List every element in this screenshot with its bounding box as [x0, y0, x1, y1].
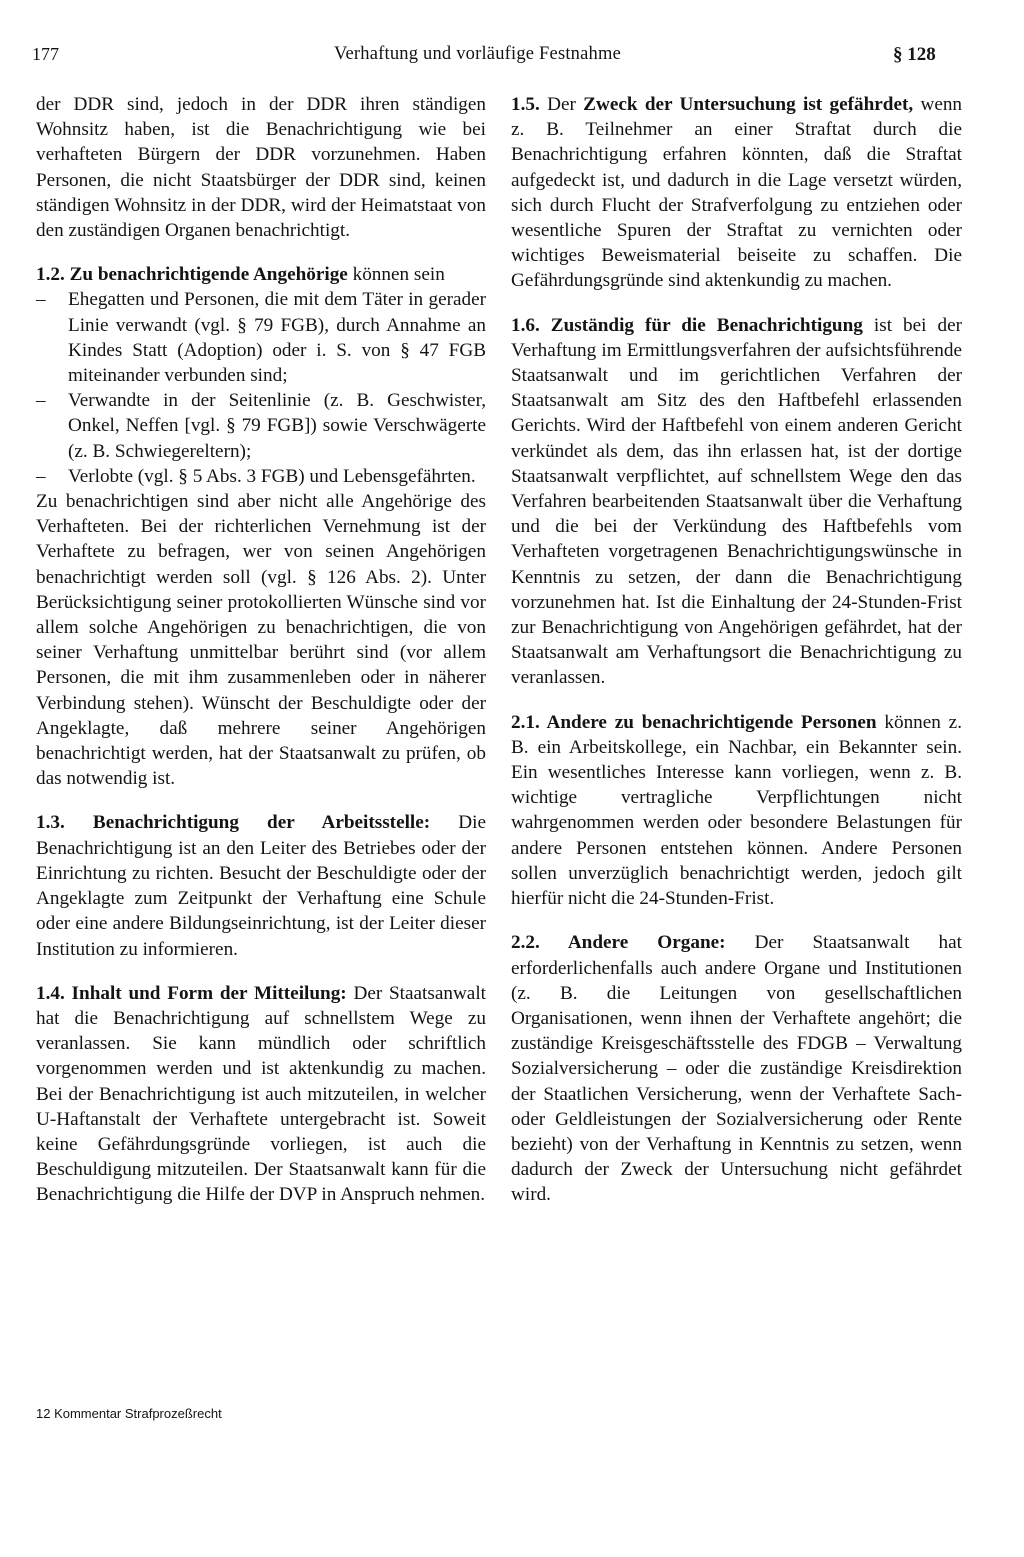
- section-2-2-text: Der Staatsanwalt hat erforderlichenfalls auch andere Organe und Institutionen (z. B. die Leitungen von gesellschaftlichen Organisationen, wenn ihnen der Verhaftete angehört; die zuständige Kreisgeschäftsstelle des FDGB – Verwaltung Sozialversicherung – oder die zuständige Kreisdirektion der Staatlichen Versicherung, wenn der Verhaftete Sach- oder Geldleistungen der Sozialversicherung oder Rente bezieht) von der Verhaftung in Kenntnis zu setzen, wenn dadurch der Zweck der Untersuchung nicht gefährdet wird.: [511, 932, 962, 1206]
- section-2-1-heading: 2.1. Andere zu benachrichtigende Personen: [511, 711, 877, 733]
- list-item: [36, 287, 486, 388]
- section-1-6: [511, 313, 962, 691]
- section-1-5-number: 1.5.: [511, 94, 540, 115]
- section-1-2-heading: Zu benachrichtigende Angehörige: [69, 264, 348, 286]
- dash-bullet: –: [36, 390, 46, 412]
- list-item: [36, 388, 486, 464]
- relatives-list: [36, 287, 486, 489]
- section-1-2: [36, 262, 486, 791]
- list-item-text: Verlobte (vgl. § 5 Abs. 3 FGB) und Lebensgefährten.: [68, 465, 476, 487]
- section-2-2-heading: 2.2. Andere Organe:: [511, 932, 726, 954]
- list-item: [36, 464, 486, 489]
- section-1-5-heading: Zweck der Untersuchung ist gefährdet,: [583, 94, 914, 115]
- section-1-3: [36, 810, 486, 961]
- section-1-3-text: Die Benachrichtigung ist an den Leiter des Betriebes oder der Einrichtung zu richten. Besucht der Beschuldigte oder der Angeklagte zum Zeitpunkt der Verhaftung eine Schule oder eine andere Bildungseinrichtung, ist der Leiter dieser Institution zu informieren.: [36, 812, 487, 960]
- section-1-5: [511, 92, 962, 294]
- paragraph-continuation: der DDR sind, jedoch in der DDR ihren ständigen Wohnsitz haben, ist die Benachrichtigung wie bei verhafteten Bürgern der DDR vorzunehmen. Haben Personen, die nicht Staatsbürger der DDR sind, keinen ständigen Wohnsitz in der DDR, wird der Heimatstaat von den zuständigen Organen benachrichtigt.: [36, 94, 486, 242]
- section-1-5-pre: Der: [547, 94, 576, 115]
- running-title: Verhaftung und vorläufige Festnahme: [334, 44, 621, 64]
- dash-bullet: –: [36, 465, 46, 487]
- list-item-text: Verwandte in der Seitenlinie (z. B. Geschwister, Onkel, Neffen [vgl. § 79 FGB]) sowie Verschwägerte (z. B. Schwiegereltern);: [68, 390, 486, 462]
- page-header: [0, 44, 1024, 74]
- section-1-3-heading: 1.3. Benachrichtigung der Arbeitsstelle:: [36, 812, 431, 834]
- section-1-6-heading: 1.6. Zuständig für die Benachrichtigung: [511, 314, 863, 336]
- section-2-1: [511, 710, 962, 912]
- section-1-4-text: Der Staatsanwalt hat die Benachrichtigung auf schnellstem Wege zu veranlassen. Sie kann mündlich oder schriftlich vorgenommen werden und ist aktenkundig zu machen. Bei der Benachrichtigung ist auch mitzuteilen, in welcher U-Haftanstalt der Verhaftete untergebracht ist. Soweit keine Gefährdungsgründe vorliegen, ist auch die Beschuldigung mitzuteilen. Der Staatsanwalt kann für die Benachrichtigung die Hilfe der DVP in Anspruch nehmen.: [36, 982, 486, 1206]
- right-column: [511, 92, 962, 1208]
- section-1-5-text: wenn z. B. Teilnehmer an einer Straftat durch die Benachrichtigung erfahren könnten, daß die Straftat aufgedeckt ist, und dadurch in die Lage versetzt würden, sich durch Flucht der Strafverfolgung zu entziehen oder wesentliche Spuren der Straftat zu vernichten oder wichtiges Beweismaterial beiseite zu schaffen. Die Gefährdungsgründe sind aktenkundig zu machen.: [511, 94, 963, 292]
- section-1-2-body: Zu benachrichtigen sind aber nicht alle Angehörige des Verhafteten. Bei der richterlichen Vernehmung ist der Verhaftete zu befragen, wer von seinen Angehörigen benachrichtigt werden soll (vgl. § 126 Abs. 2). Unter Berücksichtigung seiner protokollierten Wünsche sind vor allem solche Angehörigen zu benachrichtigen, die von seiner Verhaftung unmittelbar berührt sind (vor allem Personen, die mit ihm zusammenleben oder in näherer Verbindung stehen). Wünscht der Beschuldigte oder der Angeklagte, daß mehrere seiner Angehörigen benachrichtigt werden, hat der Staatsanwalt zu prüfen, ob das notwendig ist.: [36, 491, 486, 790]
- section-2-1-text: können z. B. ein Arbeitskollege, ein Nachbar, ein Bekannter sein. Ein wesentliches Interesse kann vorliegen, wenn z. B. wichtige vertragliche Verpflichtungen nicht wahrgenommen werden oder besondere Belastungen für andere Personen entstehen können. Andere Personen sollen unverzüglich benachrichtigt werden, jedoch gilt hierfür nicht die 24-Stunden-Frist.: [511, 711, 962, 910]
- page-number: 177: [32, 44, 59, 64]
- section-number: § 128: [893, 44, 936, 65]
- section-2-2: [511, 930, 962, 1207]
- page-footer: 12 Kommentar Strafprozeßrecht: [36, 1406, 222, 1421]
- section-1-2-number: 1.2.: [36, 264, 65, 286]
- section-1-4: [36, 981, 486, 1208]
- section-1-6-text: ist bei der Verhaftung im Ermittlungsverfahren der aufsichtsführende Staatsanwalt und im gerichtlichen Verfahren der Staatsanwalt am Sitz des den Haftbefehl erlassenden Gerichts. Wird der Haftbefehl von einem anderen Gericht verkündet als dem, das ihn erlassen hat, ist der dortige Staatsanwalt verpflichtet, auf schnellstem Wege den das Verfahren bearbeitenden Staatsanwalt über die Verhaftung und die bei der Verkündung des Haftbefehls vom Verhafteten vorgetragenen Benachrichtigungswünsche in Kenntnis zu setzen, der dann die Benachrichtigung vorzunehmen hat. Ist die Einhaltung der 24-Stunden-Frist zur Benachrichtigung von Angehörigen gefährdet, hat der Staatsanwalt am Verhaftungsort die Benachrichtigung zu veranlassen.: [511, 314, 963, 689]
- section-1-4-heading: 1.4. Inhalt und Form der Mitteilung:: [36, 982, 347, 1004]
- dash-bullet: –: [36, 289, 46, 311]
- section-1-2-text: können sein: [352, 264, 445, 286]
- list-item-text: Ehegatten und Personen, die mit dem Täter in gerader Linie verwandt (vgl. § 79 FGB), durch Annahme an Kindes Statt (Adoption) oder i. S. von § 47 FGB miteinander verbunden sind;: [68, 289, 486, 387]
- left-column: [36, 92, 486, 1208]
- section-1-2-intro: [36, 262, 486, 287]
